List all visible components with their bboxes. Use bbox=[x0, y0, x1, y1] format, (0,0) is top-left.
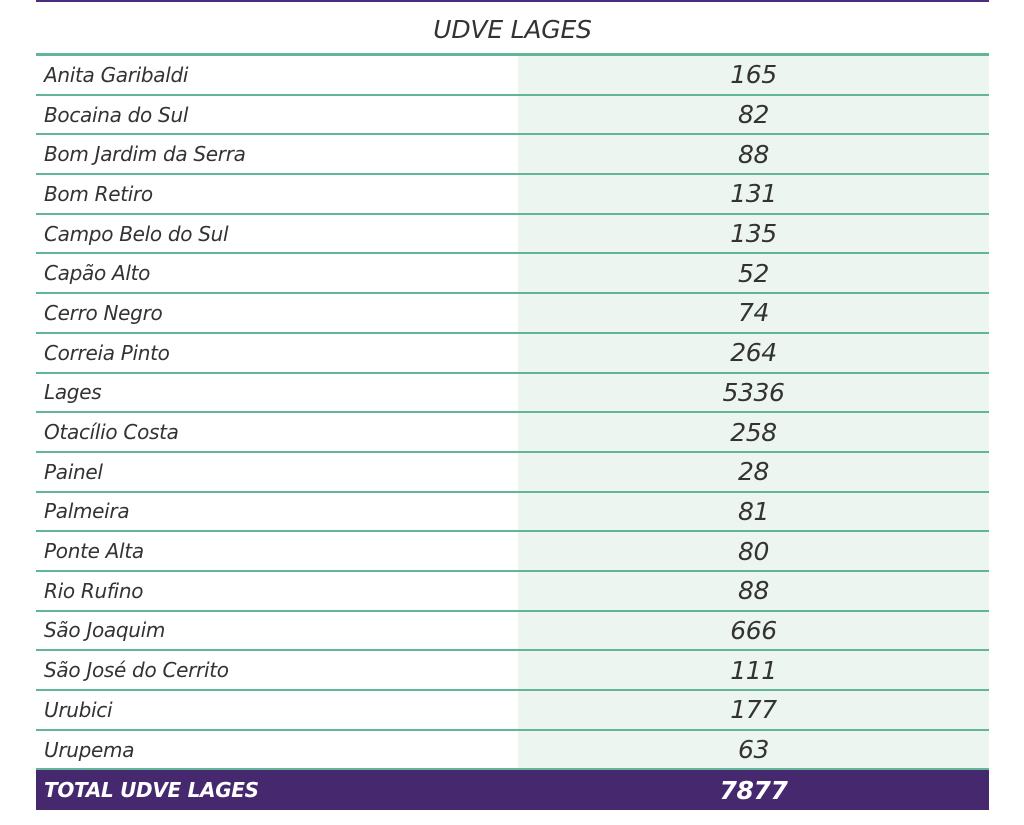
table-row bbox=[36, 691, 989, 731]
udve-lages-table bbox=[36, 0, 989, 810]
municipality-cell: Correia Pinto bbox=[36, 334, 518, 372]
table-row bbox=[36, 374, 989, 414]
value-cell: 28 bbox=[518, 453, 989, 491]
municipality-cell: Campo Belo do Sul bbox=[36, 215, 518, 253]
municipality-cell: Ponte Alta bbox=[36, 532, 518, 570]
table-row bbox=[36, 612, 989, 652]
municipality-cell: Cerro Negro bbox=[36, 294, 518, 332]
value-cell: 131 bbox=[518, 175, 989, 213]
table-row bbox=[36, 572, 989, 612]
municipality-cell: Otacílio Costa bbox=[36, 413, 518, 451]
municipality-cell: Bom Retiro bbox=[36, 175, 518, 213]
table-title: UDVE LAGES bbox=[36, 2, 989, 56]
table-row bbox=[36, 135, 989, 175]
value-cell: 666 bbox=[518, 612, 989, 650]
value-cell: 63 bbox=[518, 731, 989, 769]
value-cell: 5336 bbox=[518, 374, 989, 412]
table-row bbox=[36, 215, 989, 255]
total-label: TOTAL UDVE LAGES bbox=[44, 778, 259, 803]
municipality-cell: Rio Rufino bbox=[36, 572, 518, 610]
table-row bbox=[36, 254, 989, 294]
value-cell: 177 bbox=[518, 691, 989, 729]
value-cell: 135 bbox=[518, 215, 989, 253]
value-cell: 82 bbox=[518, 96, 989, 134]
municipality-cell: Anita Garibaldi bbox=[36, 56, 518, 94]
table-row bbox=[36, 175, 989, 215]
value-cell: 264 bbox=[518, 334, 989, 372]
table-body bbox=[36, 56, 989, 770]
municipality-cell: São Joaquim bbox=[36, 612, 518, 650]
value-cell: 52 bbox=[518, 254, 989, 292]
municipality-cell: Capão Alto bbox=[36, 254, 518, 292]
value-cell: 165 bbox=[518, 56, 989, 94]
total-row bbox=[36, 770, 989, 810]
value-cell: 80 bbox=[518, 532, 989, 570]
value-cell: 88 bbox=[518, 572, 989, 610]
total-value: 7877 bbox=[719, 775, 788, 805]
table-row bbox=[36, 96, 989, 136]
table-row bbox=[36, 651, 989, 691]
value-cell: 81 bbox=[518, 493, 989, 531]
value-cell: 74 bbox=[518, 294, 989, 332]
municipality-cell: Lages bbox=[36, 374, 518, 412]
municipality-cell: Painel bbox=[36, 453, 518, 491]
table-row bbox=[36, 453, 989, 493]
table-row bbox=[36, 493, 989, 533]
table-row bbox=[36, 334, 989, 374]
value-cell: 258 bbox=[518, 413, 989, 451]
value-cell: 88 bbox=[518, 135, 989, 173]
municipality-cell: Urubici bbox=[36, 691, 518, 729]
table-row bbox=[36, 413, 989, 453]
municipality-cell: Urupema bbox=[36, 731, 518, 769]
value-cell: 111 bbox=[518, 651, 989, 689]
municipality-cell: Palmeira bbox=[36, 493, 518, 531]
municipality-cell: Bom Jardim da Serra bbox=[36, 135, 518, 173]
municipality-cell: São José do Cerrito bbox=[36, 651, 518, 689]
table-row bbox=[36, 532, 989, 572]
table-row bbox=[36, 56, 989, 96]
table-row bbox=[36, 731, 989, 771]
table-row bbox=[36, 294, 989, 334]
municipality-cell: Bocaina do Sul bbox=[36, 96, 518, 134]
